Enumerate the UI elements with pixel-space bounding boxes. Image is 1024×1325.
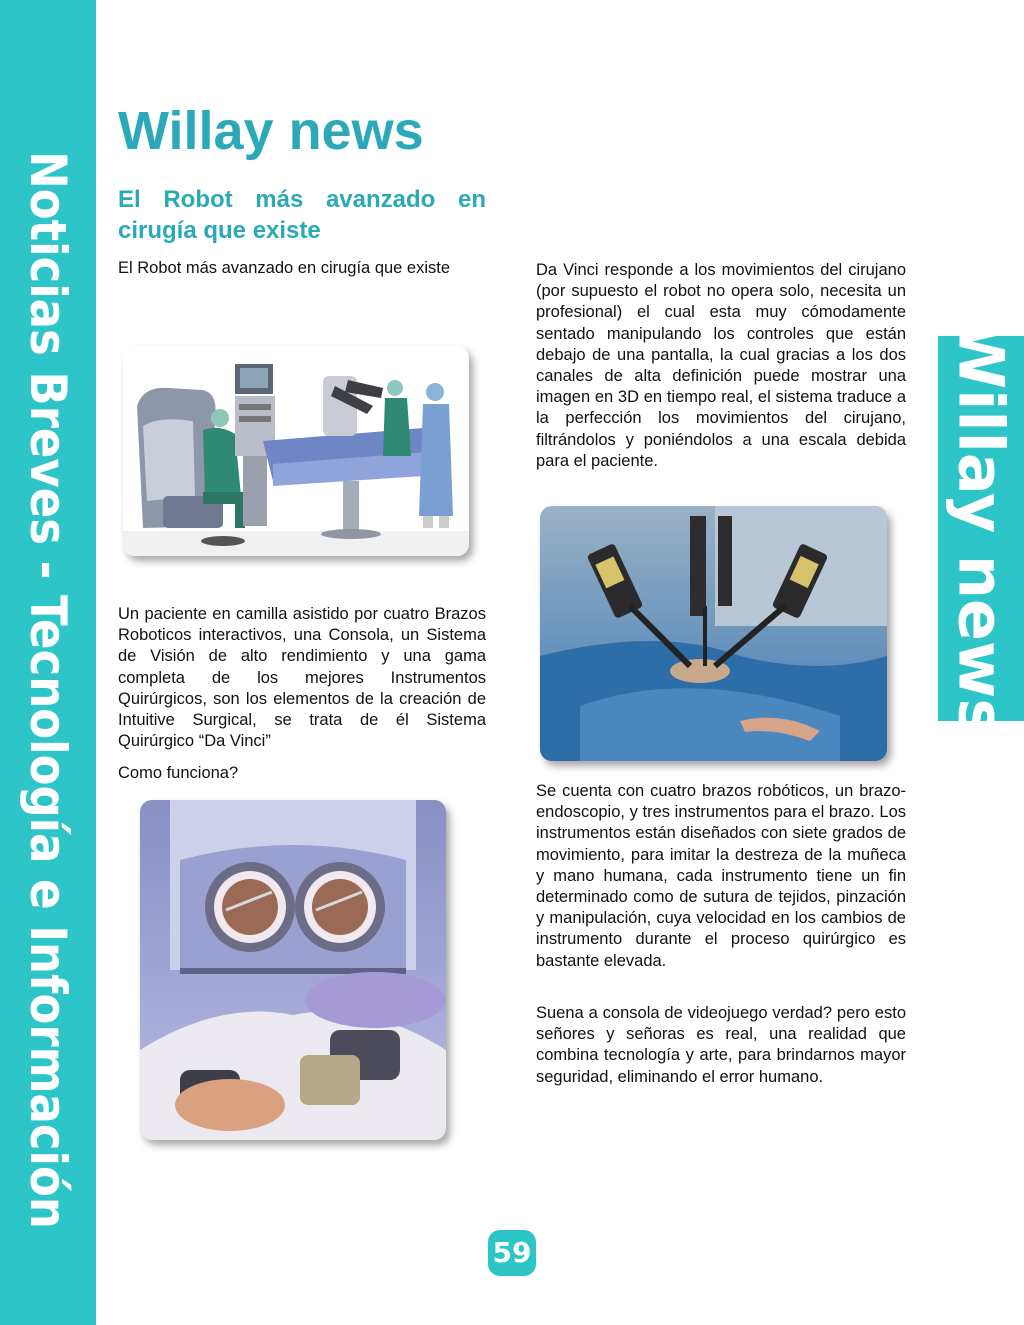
- article-paragraph-right-3: Suena a consola de videojuego verdad? pero esto señores y señoras es real, una realidad que combina tecnología y arte, para brindarnos mayor seguridad, eliminando el error humano.: [536, 1004, 906, 1086]
- robotic-arms-photo: [540, 506, 887, 761]
- page-number-badge: 59: [488, 1230, 536, 1276]
- article-paragraph-right-1: Da Vinci responde a los movimientos del cirujano (por supuesto el robot no opera solo, necesita un profesional) el cual esta muy cómodamente sentado manipulando los controles que están debajo de una pantalla, la cual gracias a los dos canales de alta definición puede mostrar una imagen en 3D en tiempo real, el sistema traduce a la perfección los movimientos del cirujano, filtrándolos y poniéndolos a una escala debida para el paciente.: [536, 261, 906, 470]
- article-paragraph-right-2: Se cuenta con cuatro brazos robóticos, un brazo-endoscopio, y tres instrumentos para el brazo. Los instrumentos están diseñados con siete grados de movimiento, para imitar la destreza de la muñeca y mano humana, cada instrumento tiene un fin determinado como de sutura de tejidos, pinzación y manipulación, cuya velocidad en los cambios de instrumento durante el proceso quirúrgico es bastante elevada.: [536, 782, 906, 970]
- article-headline: El Robot más avanzado en cirugía que existe: [118, 186, 486, 244]
- article-paragraph-left-1: Un paciente en camilla asistido por cuatro Brazos Roboticos interactivos, una Consola, un Sistema de Visión de alto rendimiento y una gama completa de los mejores Instrumentos Quirúrgicos, son los elementos de la creación de Intuitive Surgical, se trata de él Sistema Quirúrgico “Da Vinci”: [118, 605, 486, 751]
- page-title: Willay news: [118, 101, 424, 161]
- sidebar-vertical-text: Noticias Breves - Tecnología e Información: [19, 151, 77, 1229]
- left-sidebar-band: [0, 0, 96, 1325]
- side-tab: [938, 320, 1024, 736]
- operating-room-photo: [123, 346, 469, 556]
- article-intro: El Robot más avanzado en cirugía que existe: [118, 259, 451, 277]
- article-paragraph-left-2: Como funciona?: [118, 764, 239, 782]
- side-tab-label: Willay news: [944, 320, 1018, 736]
- surgeon-console-photo: [140, 800, 446, 1140]
